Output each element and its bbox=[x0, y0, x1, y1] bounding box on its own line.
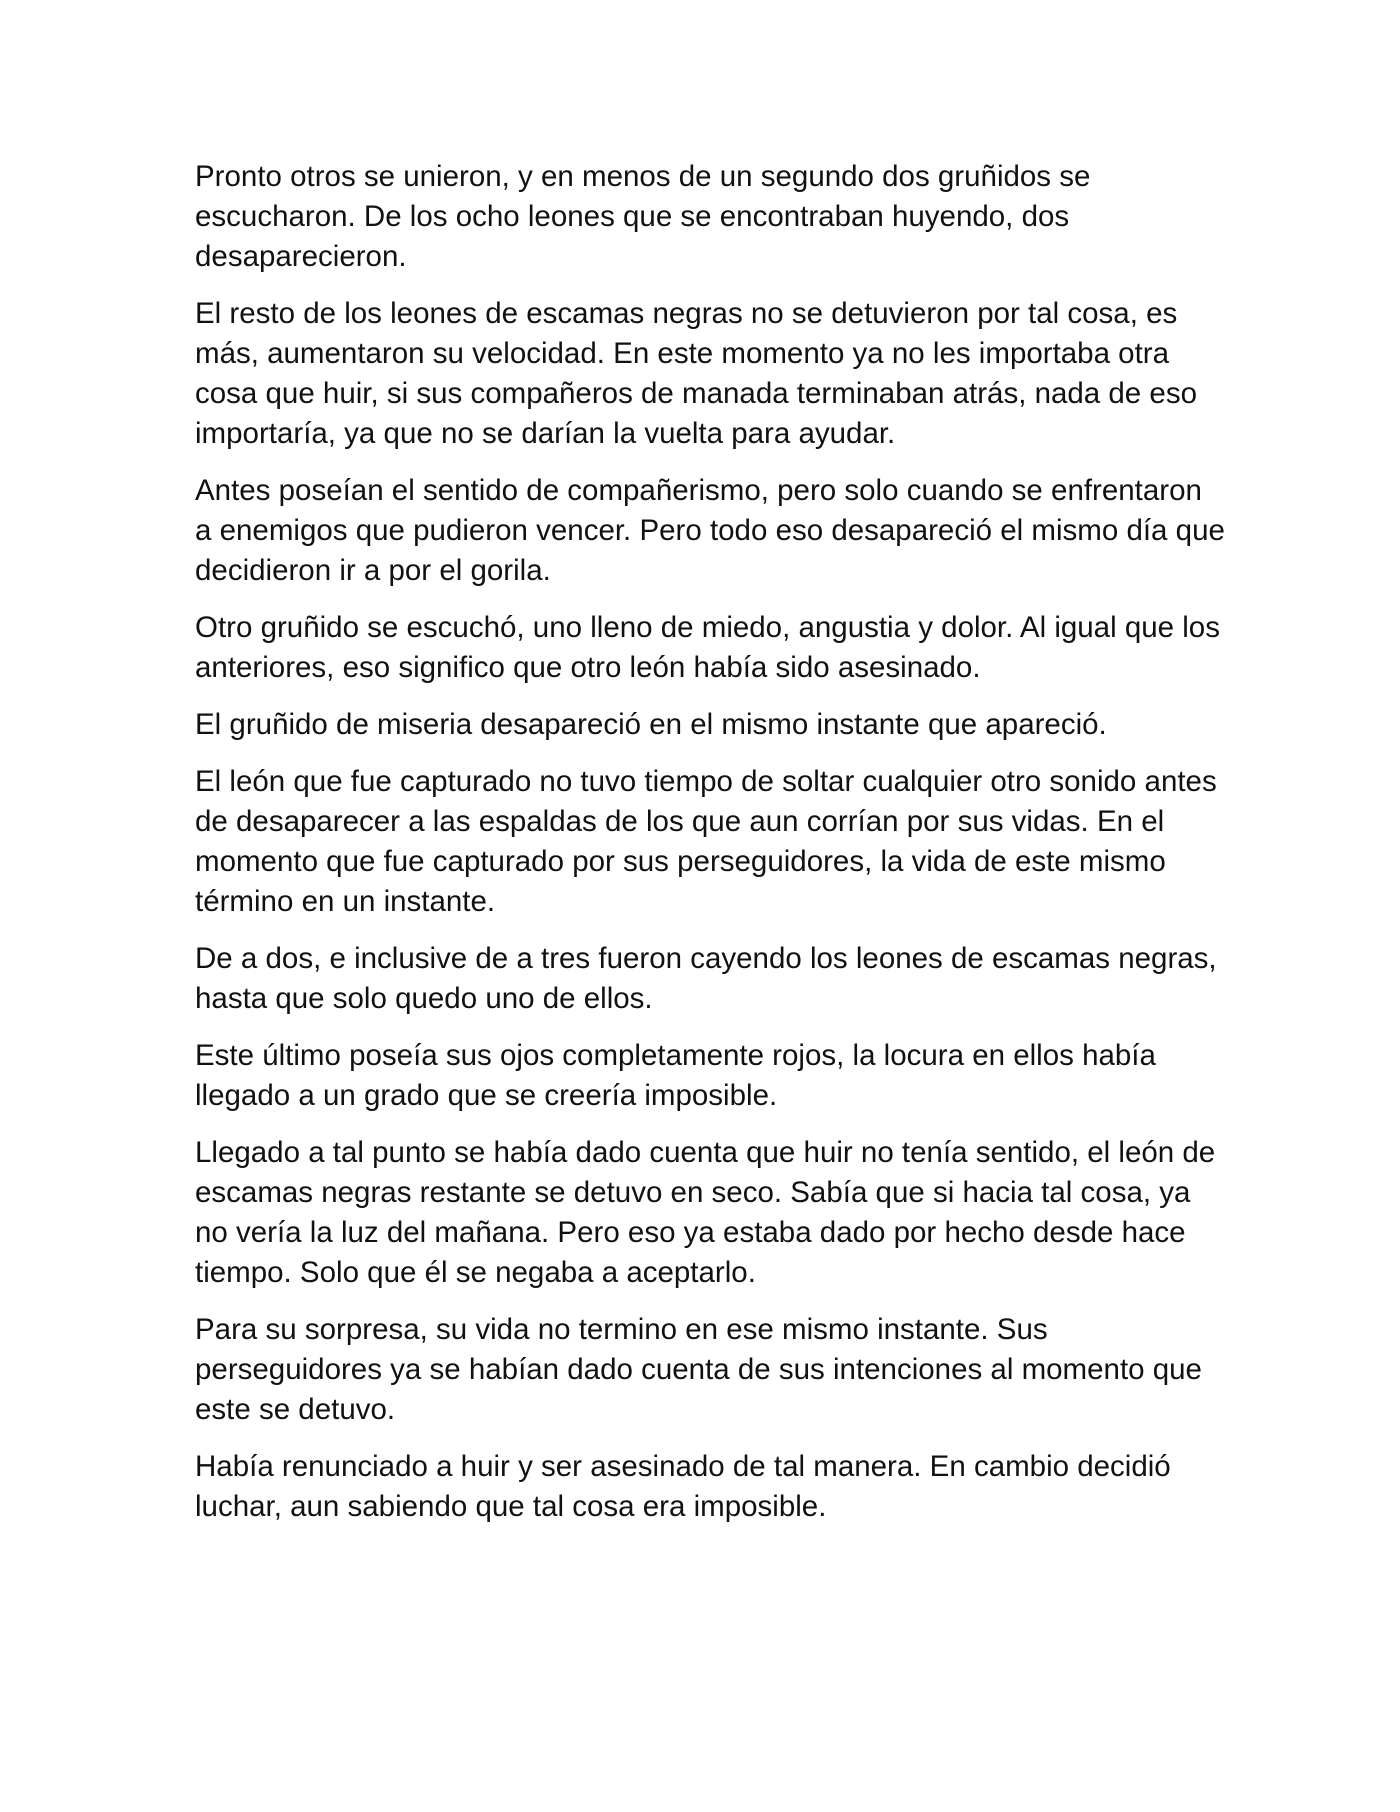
text-body bbox=[195, 157, 1225, 1544]
paragraph: De a dos, e inclusive de a tres fueron cayendo los leones de escamas negras, hasta que solo quedo uno de ellos. bbox=[195, 942, 1217, 1015]
paragraph: El león que fue capturado no tuvo tiempo de soltar cualquier otro sonido antes de desaparecer a las espaldas de los que aun corrían por sus vidas. En el momento que fue capturado por sus perseguidores, la vida de este mismo término en un instante. bbox=[195, 765, 1217, 918]
paragraph: Otro gruñido se escuchó, uno lleno de miedo, angustia y dolor. Al igual que los anteriores, eso significo que otro león había sido asesinado. bbox=[195, 611, 1220, 684]
paragraph: Este último poseía sus ojos completamente rojos, la locura en ellos había llegado a un grado que se creería imposible. bbox=[195, 1039, 1156, 1112]
paragraph: El gruñido de miseria desapareció en el mismo instante que apareció. bbox=[195, 708, 1107, 741]
paragraph: Llegado a tal punto se había dado cuenta que huir no tenía sentido, el león de escamas negras restante se detuvo en seco. Sabía que si hacia tal cosa, ya no vería la luz del mañana. Pero eso ya estaba dado por hecho desde hace tiempo. Solo que él se negaba a aceptarlo. bbox=[195, 1136, 1216, 1289]
paragraph: Pronto otros se unieron, y en menos de un segundo dos gruñidos se escucharon. De los ocho leones que se encontraban huyendo, dos desaparecieron. bbox=[195, 160, 1091, 273]
paragraph: Para su sorpresa, su vida no termino en ese mismo instante. Sus perseguidores ya se habían dado cuenta de sus intenciones al momento que este se detuvo. bbox=[195, 1313, 1202, 1426]
paragraph: Había renunciado a huir y ser asesinado de tal manera. En cambio decidió luchar, aun sabiendo que tal cosa era imposible. bbox=[195, 1450, 1171, 1523]
paragraph: El resto de los leones de escamas negras no se detuvieron por tal cosa, es más, aumentaron su velocidad. En este momento ya no les importaba otra cosa que huir, si sus compañeros de manada terminaban atrás, nada de eso importaría, ya que no se darían la vuelta para ayudar. bbox=[195, 297, 1197, 450]
paragraph: Antes poseían el sentido de compañerismo, pero solo cuando se enfrentaron a enemigos que pudieron vencer. Pero todo eso desapareció el mismo día que decidieron ir a por el gorila. bbox=[195, 474, 1225, 587]
